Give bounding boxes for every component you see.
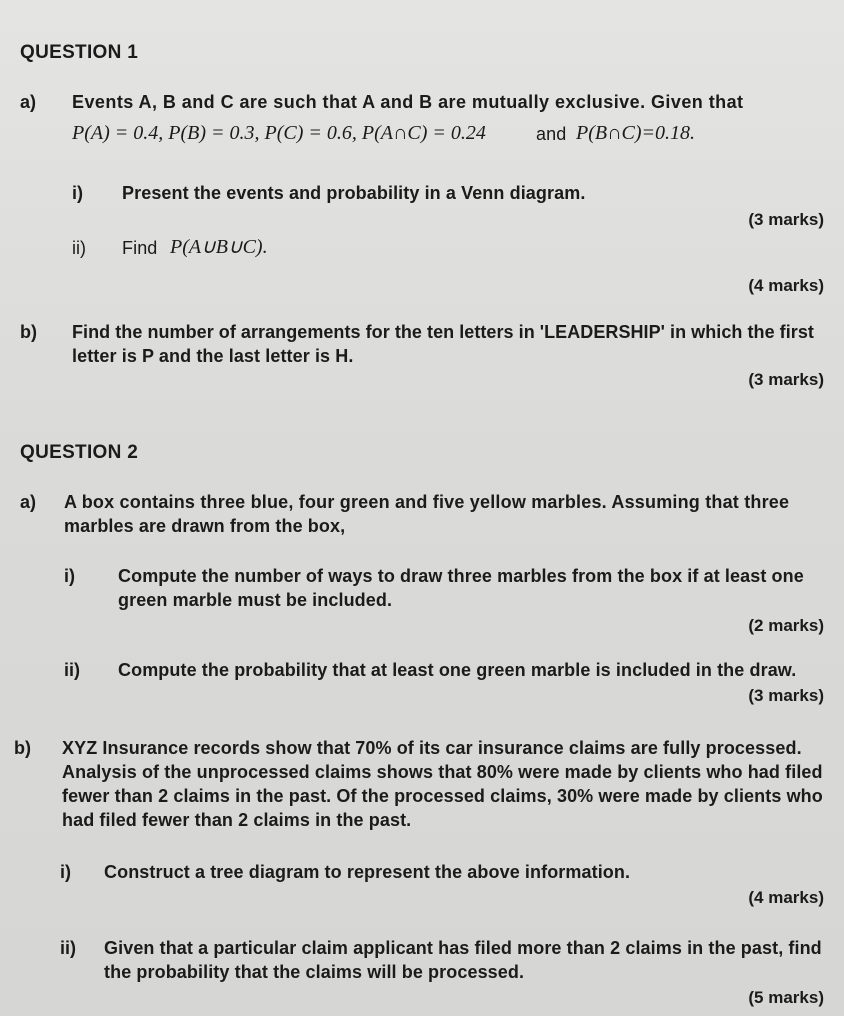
q1-a-and: and — [536, 124, 567, 144]
q2-b-ii-label: ii) — [60, 938, 76, 958]
question-2-title: QUESTION 2 — [20, 442, 139, 463]
q1-a-i-label: i) — [72, 183, 83, 203]
q1-a-ii-math: P(A∪B∪C). — [170, 236, 268, 258]
q1-a-i-marks: (3 marks) — [748, 210, 824, 229]
q1-a-i-text: Present the events and probability in a Venn diagram. — [122, 183, 586, 203]
q1-b-label: b) — [20, 322, 37, 342]
q1-a-ii-text: Find — [122, 238, 158, 258]
q2-a-i-line1: Compute the number of ways to draw three marbles from the box if at least one — [118, 566, 804, 586]
q2-b-i-text: Construct a tree diagram to represent the above information. — [104, 862, 631, 882]
q2-b-i-marks: (4 marks) — [748, 888, 824, 907]
q2-b-line4: had filed fewer than 2 claims in the past. — [62, 810, 412, 830]
q2-a-label: a) — [20, 492, 37, 512]
q1-b-line1: Find the number of arrangements for the ten letters in 'LEADERSHIP' in which the first — [72, 322, 814, 342]
q1-a-label: a) — [20, 92, 37, 112]
q2-a-i-marks: (2 marks) — [748, 616, 824, 635]
q2-a-ii-text: Compute the probability that at least one green marble is included in the draw. — [118, 660, 797, 680]
q1-b-line2: letter is P and the last letter is H. — [72, 346, 354, 366]
q2-a-i-label: i) — [64, 566, 75, 586]
q1-a-math1: P(A) = 0.4, P(B) = 0.3, P(C) = 0.6, P(A∩C) = 0.24 — [72, 122, 486, 144]
q2-b-line2: Analysis of the unprocessed claims shows that 80% were made by clients who had filed — [62, 762, 823, 782]
q2-b-ii-line1: Given that a particular claim applicant has filed more than 2 claims in the past, find — [104, 938, 822, 958]
q1-a-ii-label: ii) — [72, 238, 86, 258]
q1-a-ii-marks: (4 marks) — [748, 276, 824, 295]
q2-b-ii-marks: (5 marks) — [748, 988, 824, 1007]
q2-a-i-line2: green marble must be included. — [118, 590, 393, 610]
q2-a-line1: A box contains three blue, four green and five yellow marbles. Assuming that three — [64, 492, 790, 512]
q2-b-label: b) — [14, 738, 31, 758]
q2-b-line1: XYZ Insurance records show that 70% of its car insurance claims are fully processed. — [62, 738, 802, 758]
q2-a-ii-label: ii) — [64, 660, 80, 680]
q2-a-line2: marbles are drawn from the box, — [64, 516, 346, 536]
q2-a-ii-marks: (3 marks) — [748, 686, 824, 705]
q2-b-ii-line2: the probability that the claims will be processed. — [104, 962, 525, 982]
q1-b-marks: (3 marks) — [748, 370, 824, 389]
q1-a-math2: P(B∩C)=0.18. — [576, 122, 696, 144]
q2-b-i-label: i) — [60, 862, 71, 882]
question-1-title: QUESTION 1 — [20, 42, 139, 63]
q1-a-line1: Events A, B and C are such that A and B are mutually exclusive. Given that — [72, 92, 744, 112]
q2-b-line3: fewer than 2 claims in the past. Of the processed claims, 30% were made by clients who — [62, 786, 823, 806]
